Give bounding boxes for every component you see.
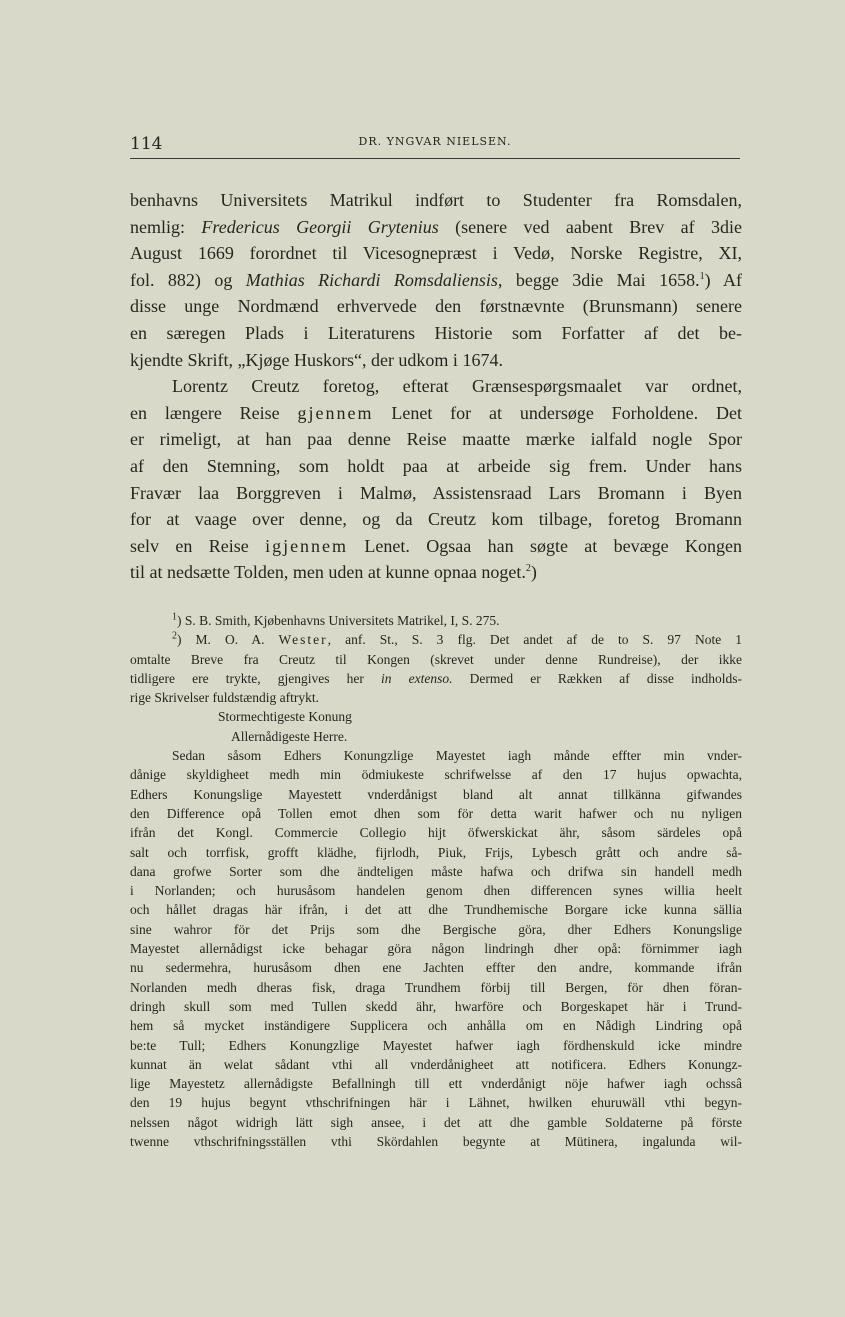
page-header [130,128,740,159]
text-line: en længere Reise gjennem Lenet for at undersøge Forholdene. Det [130,402,742,423]
footnote-line: ifrån det Kongl. Commercie Collegio hijt öfwerskickat ähr, såsom särdeles opå [130,825,742,841]
footnote-line: kunnat än welat sådant vthi all vnderdånigheet att notificera. Edhers Konungz- [130,1056,742,1072]
text-line: af den Stemning, som holdt paa at arbeide sig frem. Under hans [130,455,742,476]
footnotes [130,611,742,1151]
text-line: fol. 882) og Mathias Richardi Romsdaliensis, begge 3die Mai 1658.$^1$) Af [130,269,743,290]
text-line: disse unge Nordmænd erhvervede den førstnævnte (Brunsmann) senere [130,296,742,317]
page-number: 114 [130,134,163,154]
latin-name: Mathias Richardi Romsdaliensis, [245,269,503,290]
text-line: til at nedsætte Tolden, men uden at kunne opnaa noget.$^2$) [130,562,537,583]
footnote-line: tidligere ere trykte, gjengives her in extenso. Dermed er Rækken af disse indholds- [130,670,742,686]
text-line: kjendte Skrift, „Kjøge Huskors“, der udkom i 1674. [130,349,503,370]
text-line: nemlig: Fredericus Georgii Grytenius (senere ved aabent Brev af 3die [130,216,742,237]
footnote-2: $^2$) M. O. A. Wester, anf. St., S. 3 flg. Det andet af de to S. 97 Note 1 [172,630,742,648]
footnote-line: i Norlanden; och hurusåsom handelen genom dhen differencen synes willia heelt [130,883,742,899]
footnote-line: sine wahror för det Prijs som dhe Bergische göra, dher Edhers Konungslige [130,921,742,937]
text-line: Lorentz Creutz foretog, efterat Grænsespørgsmaalet var ordnet, [172,376,742,397]
text-line: benhavns Universitets Matrikul indført to Studenter fra Romsdalen, [130,190,742,210]
footnote-line: twenne vthschrifningsställen vthi Skördahlen begynte at Mütinera, ingalunda wil- [130,1134,742,1150]
text-line: er rimeligt, at han paa denne Reise maatte mærke ialfald nogle Spor [130,429,742,450]
footnote-line: rige Skrivelser fuldstændig aftrykt. [130,690,319,706]
footnote-line: be:te Tull; Edhers Konungzlige Mayestet hafwer iagh fördhenskuld icke mindre [130,1037,742,1053]
text-line: Fravær laa Borggreven i Malmø, Assistensraad Lars Bromann i Byen [130,482,742,503]
text-line: selv en Reise igjennem Lenet. Ogsaa han søgte at bevæge Kongen [130,535,742,556]
footnote-line: dånige skyldigheet medh min ödmiukeste schrifwelsse af den 17 hujus opwachta, [130,767,742,783]
main-text [130,187,742,586]
footnote-line: och hållet dragas här ifrån, i det att dhe Trundhemische Borgare icke kunna sällia [130,902,742,918]
footnote-line: nu sedermehra, hurusåsom dhen ene Jachten effter den andre, kommande ifrån [130,960,742,976]
running-head: DR. YNGVAR NIELSEN. [358,135,512,148]
latin-name: Fredericus Georgii Grytenius [201,216,439,237]
letter-salutation: Allernådigeste Herre. [231,728,348,744]
text-line: en særegen Plads i Literaturens Historie som Forfatter af det be- [130,322,742,343]
footnote-line: den Difference opå Tollen emot dhen som för detta warit hafwer och nu nyligen [130,805,742,821]
footnote-line: dana grofwe Sorter som dhe ändteligen måste hafwa och drifwa sin handell medh [130,863,742,879]
text-line: for at vaage over denne, og da Creutz kom tilbage, foretog Bromann [130,509,742,530]
letter-salutation: Stormechtigeste Konung [218,709,352,725]
footnote-line: dringh skull som med Tullen skedd ähr, hwarföre och Borgeskapet här i Trund- [130,998,742,1014]
footnote-ref: 2 [525,563,531,575]
footnote-line: hem så mycket inständigere Supplicera och anhålla om en Nådigh Lindring opå [130,1018,742,1034]
text-line: August 1669 forordnet til Vicesognepræst i Vedø, Norske Registre, XI, [130,243,742,264]
footnote-line: den 19 hujus begynt vthschrifningen här i Lähnet, hwilken ehuruwäll vthi begyn- [130,1095,742,1111]
footnote-line: Sedan såsom Edhers Konungzlige Mayestet iagh månde effter min vnder- [172,748,742,764]
footnote-line: Norlanden medh dheras fisk, draga Trundhem förbij till Bergen, för dhen föran- [130,979,742,995]
footnote-ref: 1 [699,270,705,282]
footnote-line: omtalte Breve fra Creutz til Kongen (skrevet under denne Rundreise), der ikke [130,651,742,667]
footnote-line: Mayestet allernådigst icke behagar göra någon lindringh dher opå: förnimmer iagh [130,941,742,957]
footnote-line: nelssen något widrigh lätt sigh ansee, i det att dhe gamble Soldaterne på förste [130,1114,742,1130]
footnote-line: lige Mayestetz allernådigste Befallningh till ett vnderdånigt nöje hafwer iagh ochssâ [130,1076,742,1092]
footnote-1: $^1$) S. B. Smith, Kjøbenhavns Universitets Matrikel, I, S. 275. [172,611,500,628]
footnote-line: Edhers Konungslige Mayestett vnderdånigst bland alt annat tillkänna gifwandes [130,786,742,802]
footnote-line: salt och torrfisk, grofft klädhe, fijrlodh, Piuk, Frijs, Lybesch grått och andre så- [130,844,742,860]
